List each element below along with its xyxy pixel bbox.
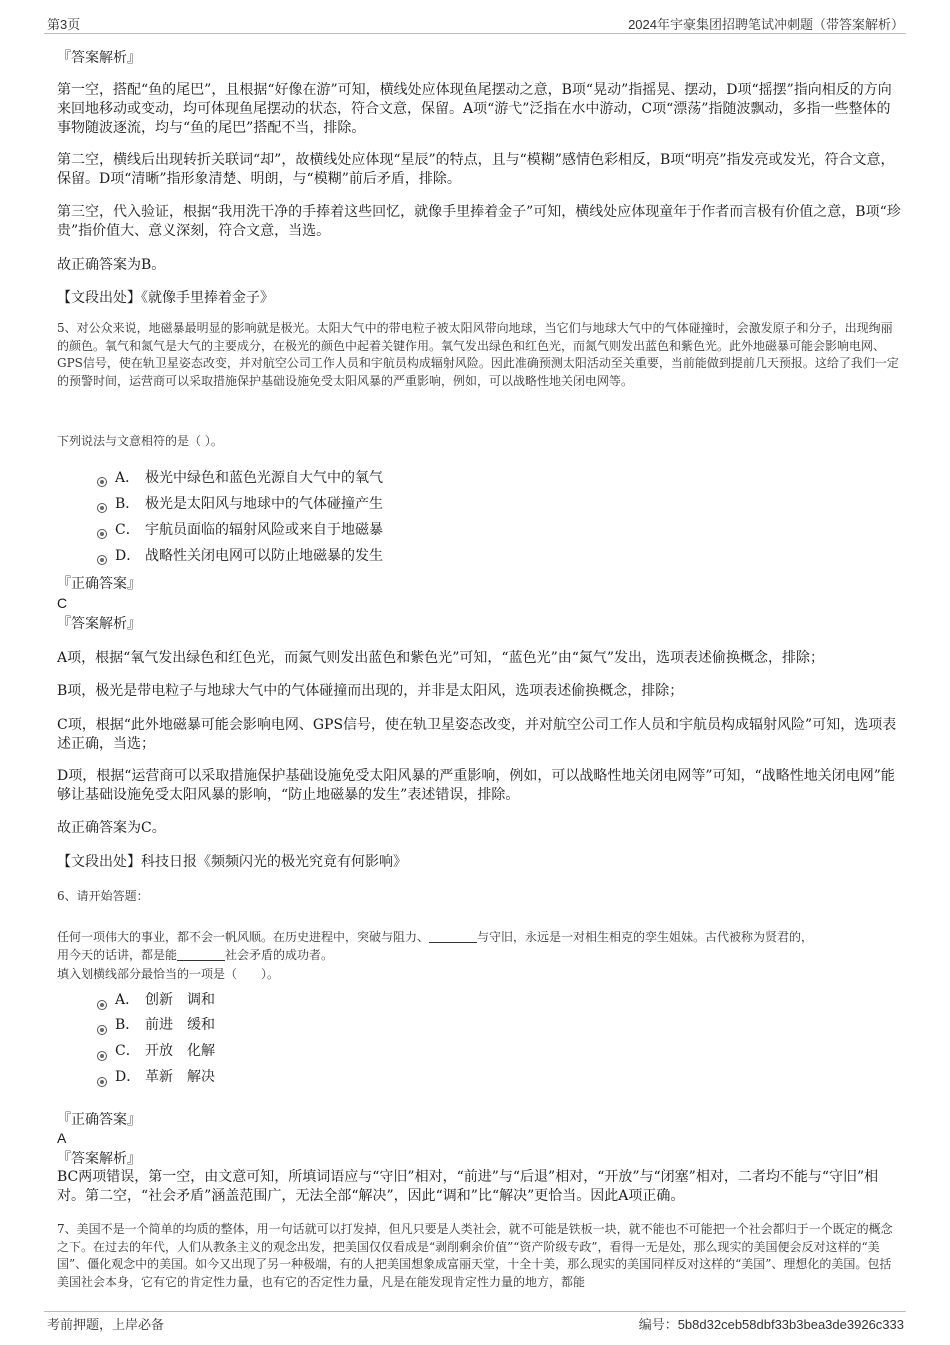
option-b-radio[interactable] [97, 503, 107, 513]
question-5-stem: 5、对公众来说，地磁暴最明显的影响就是极光。太阳大气中的带电粒子被太阳风带向地球，当它们与地球大气中的气体碰撞时，会激发原子和分子，出现绚丽的颜色。氧气和氮气是大气的主要成分，在极光的颜色中起着关键作用。氧气发出绿色和红色光，而氮气则发出蓝色和紫色光。此外地磁暴可能会影响电网、GPS信号，使在轨卫星姿态改变，并对航空公司工作人员和宇航员构成辐射风险。因此准确预测太阳活动至关重要，当前能做到提前几天预报。这给了我们一定的预警时间，运营商可以采取措施保护基础设施免受太阳风暴的严重影响，例如，可以战略性地关闭电网等。 [57, 321, 899, 388]
analysis-item-b: B项，极光是带电粒子与地球大气中的气体碰撞而出现的，并非是太阳风，选项表述偷换概念，排除； [57, 683, 684, 699]
analysis-item-d: D项，根据“运营商可以采取措施保护基础设施免受太阳风暴的严重影响，例如，可以战略性地关闭电网等”可知，“战略性地关闭电网”能够让基础设施免受太阳风暴的影响，“防止地磁暴的发生”表述错误，排除。 [57, 768, 895, 803]
correct-answer: A [57, 1130, 67, 1146]
option-a-radio[interactable] [97, 1000, 107, 1010]
analysis-paragraph-1: 第一空，搭配“鱼的尾巴”，且根据“好像在游”可知，横线处应体现鱼尾摆动之意，B项“晃动”指摇晃、摆动，D项“摇摆”指向相反的方向来回地移动或变动，均可体现鱼尾摆动的状态，符合文意，保留。A项“游弋”泛指在水中游动，C项“漂荡”指随波飘动，多指一些整体的事物随波逐流，均与“鱼的尾巴”搭配不当，排除。 [57, 82, 892, 136]
analysis-label: 『答案解析』 [57, 616, 141, 632]
option-label: B． [115, 496, 140, 512]
option-text: 极光中绿色和蓝色光源自大气中的氧气 [145, 470, 383, 486]
option-a[interactable] [115, 991, 215, 1010]
passage-text: 与守旧，永远是一对相生相克的孪生姐妹。古代被称为贤君的， [477, 930, 814, 944]
question-5-prompt: 下列说法与文意相符的是（ ）。 [57, 434, 223, 448]
question-6-stem: 6、请开始答题： [57, 889, 149, 903]
analysis-label: 『答案解析』 [57, 50, 141, 66]
option-label: B． [115, 1017, 140, 1033]
correct-answer-label: 『正确答案』 [57, 576, 141, 592]
option-d-radio[interactable] [97, 555, 107, 565]
option-label: C． [115, 522, 140, 538]
option-c[interactable] [115, 521, 383, 540]
option-c-radio[interactable] [97, 529, 107, 539]
correct-answer-label: 『正确答案』 [57, 1112, 141, 1128]
header-divider [44, 33, 906, 34]
option-a-radio[interactable] [97, 477, 107, 487]
option-b-radio[interactable] [97, 1025, 107, 1035]
page-number: 第3页 [47, 17, 81, 32]
analysis-paragraph-3: 第三空，代入验证，根据“我用洗干净的手捧着这些回忆，就像手里捧着金子”可知，横线处应体现童年于作者而言极有价值之意，B项“珍贵”指价值大、意义深刻，符合文意，当选。 [57, 204, 901, 239]
option-c-radio[interactable] [97, 1051, 107, 1061]
passage-text: 社会矛盾的成功者。 [225, 947, 334, 962]
source-citation: 【文段出处】《就像手里捧着金子》 [57, 290, 274, 306]
option-d[interactable] [115, 547, 383, 566]
option-b[interactable] [115, 495, 383, 514]
analysis-label: 『答案解析』 [57, 1151, 141, 1167]
option-label: A． [115, 470, 140, 486]
correct-answer: C [57, 595, 68, 611]
passage-text: 用今天的话讲，都是能 [57, 947, 178, 962]
source-citation: 【文段出处】科技日报《频频闪光的极光究竟有何影响》 [57, 854, 407, 870]
question-6-passage [57, 929, 902, 964]
option-a[interactable] [115, 469, 383, 488]
option-text: 宇航员面临的辐射风险或来自于地磁暴 [145, 522, 383, 538]
footer-slogan: 考前押题，上岸必备 [47, 1317, 165, 1332]
answer-conclusion: 故正确答案为B。 [57, 257, 166, 273]
document-code: 编号：5b8d32ceb58dbf33b3bea3de3926c333 [638, 1317, 904, 1332]
option-label: D． [115, 1069, 141, 1085]
option-d[interactable] [115, 1068, 215, 1087]
question-6-prompt: 填入划横线部分最恰当的一项是（ ）。 [57, 967, 280, 981]
option-d-radio[interactable] [97, 1077, 107, 1087]
footer-divider [44, 1311, 906, 1312]
answer-conclusion: 故正确答案为C。 [57, 820, 166, 836]
option-text: 极光是太阳风与地球中的气体碰撞产生 [145, 496, 383, 512]
option-text: 革新 解决 [145, 1069, 215, 1085]
blank-1 [429, 930, 477, 943]
passage-text: 任何一项伟大的事业，都不会一帆风顺。在历史进程中，突破与阻力、 [57, 930, 430, 944]
analysis-item-c: C项，根据“此外地磁暴可能会影响电网、GPS信号，使在轨卫星姿态改变，并对航空公司工作人员和宇航员构成辐射风险”可知，选项表述正确，当选； [57, 717, 897, 752]
analysis-text: BC两项错误，第一空，由文意可知，所填词语应与“守旧”相对，“前进”与“后退”相对，“开放”与“闭塞”相对，二者均不能与“守旧”相对。第二空，“社会矛盾”涵盖范围广，无法全部“解决”，因此“调和”比“解决”更恰当。因此A项正确。 [57, 1169, 879, 1204]
question-7-stem: 7、美国不是一个简单的均质的整体，用一句话就可以打发掉，但凡只要是人类社会，就不可能是铁板一块，就不能也不可能把一个社会都归于一个既定的概念之下。在过去的年代，人们从教条主义的观念出发，把美国仅仅看成是“剥削剩余价值”“资产阶级专政”，看得一无是处，那么现实的美国便会反对这样的“美国”、僵化观念中的美国。如今又出现了另一种极端，有的人把美国想象成富丽天堂，十全十美，那么现实的美国同样反对这样的“美国”、理想化的美国。包括美国社会本身，它有它的肯定性力量，也有它的否定性力量，凡是在能发现肯定性力量的地方，都能 [57, 1222, 893, 1289]
analysis-item-a: A项，根据“氧气发出绿色和红色光，而氮气则发出蓝色和紫色光”可知，“蓝色光”由“氮气”发出，选项表述偷换概念，排除； [57, 650, 825, 666]
option-text: 前进 缓和 [145, 1017, 215, 1033]
blank-2 [177, 948, 225, 961]
option-text: 战略性关闭电网可以防止地磁暴的发生 [145, 548, 383, 564]
document-title: 2024年宇豪集团招聘笔试冲刺题（带答案解析） [628, 17, 904, 32]
option-text: 创新 调和 [145, 992, 215, 1008]
option-b[interactable] [115, 1016, 215, 1035]
option-text: 开放 化解 [145, 1043, 215, 1059]
option-c[interactable] [115, 1042, 215, 1061]
analysis-paragraph-2: 第二空，横线后出现转折关联词“却”，故横线处应体现“星辰”的特点，且与“模糊”感情色彩相反，B项“明亮”指发亮或发光，符合文意，保留。D项“清晰”指形象清楚、明朗，与“模糊”前后矛盾，排除。 [57, 152, 895, 187]
option-label: D． [115, 548, 141, 564]
option-label: C． [115, 1043, 140, 1059]
option-label: A． [115, 992, 140, 1008]
